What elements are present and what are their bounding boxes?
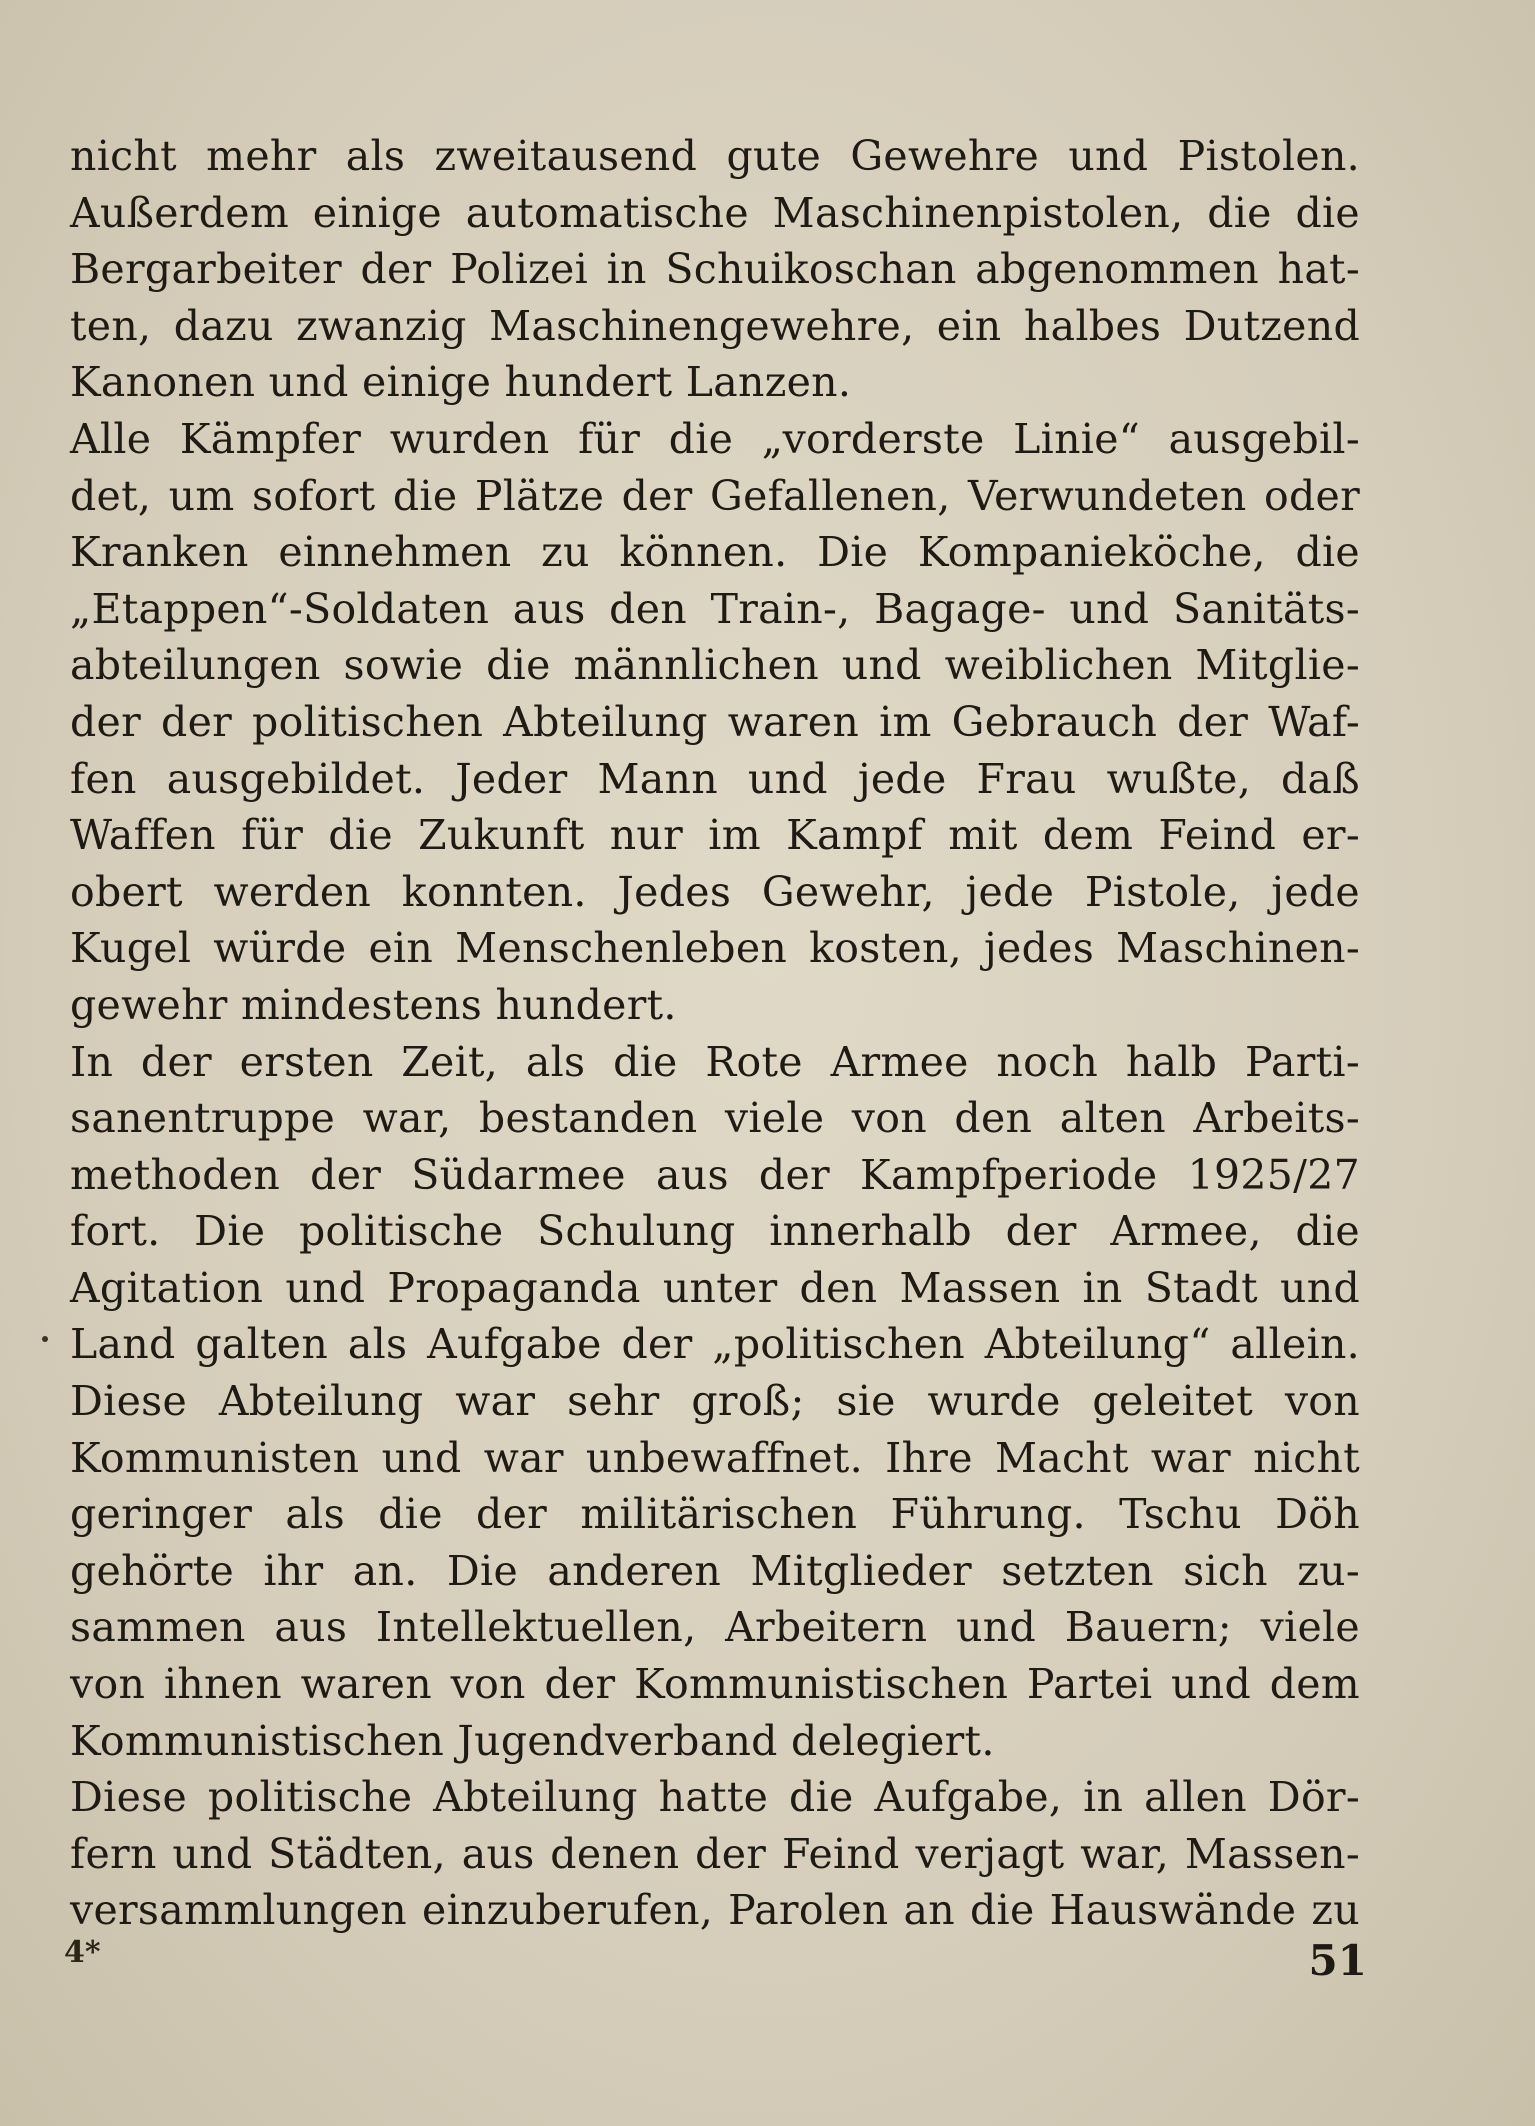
- text-line: versammlungen einzuberufen, Parolen an die Hauswände zu: [70, 1886, 1360, 1935]
- text-line: „Etappen“-Soldaten aus den Train-, Bagage- und Sanitäts-: [70, 584, 1360, 633]
- text-line: Kommunistischen Jugendverband delegiert.: [70, 1716, 995, 1765]
- margin-mark: [42, 1336, 48, 1342]
- text-line: fern und Städten, aus denen der Feind verjagt war, Massen-: [70, 1829, 1360, 1878]
- text-line: methoden der Südarmee aus der Kampfperiode 1925/27: [70, 1150, 1360, 1199]
- text-line: der der politischen Abteilung waren im Gebrauch der Waf-: [70, 697, 1360, 746]
- text-line: fen ausgebildet. Jeder Mann und jede Frau wußte, daß: [70, 754, 1360, 803]
- text-line: geringer als die der militärischen Führung. Tschu Döh: [70, 1490, 1360, 1539]
- text-line: Außerdem einige automatische Maschinenpistolen, die die: [70, 188, 1360, 237]
- text-line: von ihnen waren von der Kommunistischen Partei und dem: [70, 1660, 1360, 1709]
- page-number: 51: [1308, 1936, 1367, 1985]
- text-line: Diese Abteilung war sehr groß; sie wurde geleitet von: [70, 1377, 1360, 1426]
- text-line: Alle Kämpfer wurden für die „vorderste Linie“ ausgebil-: [70, 414, 1360, 463]
- text-line: Agitation und Propaganda unter den Massen in Stadt und: [70, 1263, 1360, 1312]
- text-line: Kanonen und einige hundert Lanzen.: [70, 358, 852, 407]
- text-line: Waffen für die Zukunft nur im Kampf mit dem Feind er-: [70, 811, 1360, 860]
- text-line: abteilungen sowie die männlichen und weiblichen Mitglie-: [70, 641, 1360, 690]
- text-line: Bergarbeiter der Polizei in Schuikoschan abgenommen hat-: [70, 245, 1360, 294]
- text-line: fort. Die politische Schulung innerhalb der Armee, die: [70, 1207, 1360, 1256]
- text-line: Diese politische Abteilung hatte die Aufgabe, in allen Dör-: [70, 1773, 1360, 1822]
- text-line: sammen aus Intellektuellen, Arbeitern und Bauern; viele: [70, 1603, 1360, 1652]
- text-line: Kranken einnehmen zu können. Die Kompanieköche, die: [70, 528, 1360, 577]
- text-line: ten, dazu zwanzig Maschinengewehre, ein halbes Dutzend: [70, 301, 1360, 350]
- text-line: nicht mehr als zweitausend gute Gewehre und Pistolen.: [70, 132, 1360, 180]
- text-line: In der ersten Zeit, als die Rote Armee noch halb Parti-: [70, 1037, 1360, 1086]
- text-line: gehörte ihr an. Die anderen Mitglieder setzten sich zu-: [70, 1546, 1360, 1595]
- text-line: sanentruppe war, bestanden viele von den alten Arbeits-: [70, 1094, 1360, 1143]
- text-line: Land galten als Aufgabe der „politischen Abteilung“ allein.: [70, 1320, 1360, 1369]
- text-line: det, um sofort die Plätze der Gefallenen, Verwundeten oder: [70, 471, 1360, 520]
- text-line: Kommunisten und war unbewaffnet. Ihre Macht war nicht: [70, 1433, 1360, 1482]
- text-line: obert werden konnten. Jedes Gewehr, jede Pistole, jede: [70, 867, 1360, 916]
- text-line: gewehr mindestens hundert.: [70, 980, 677, 1029]
- signature-mark: 4*: [64, 1935, 101, 1970]
- text-line: Kugel würde ein Menschenleben kosten, jedes Maschinen-: [70, 924, 1360, 973]
- body-text: [70, 128, 1360, 1939]
